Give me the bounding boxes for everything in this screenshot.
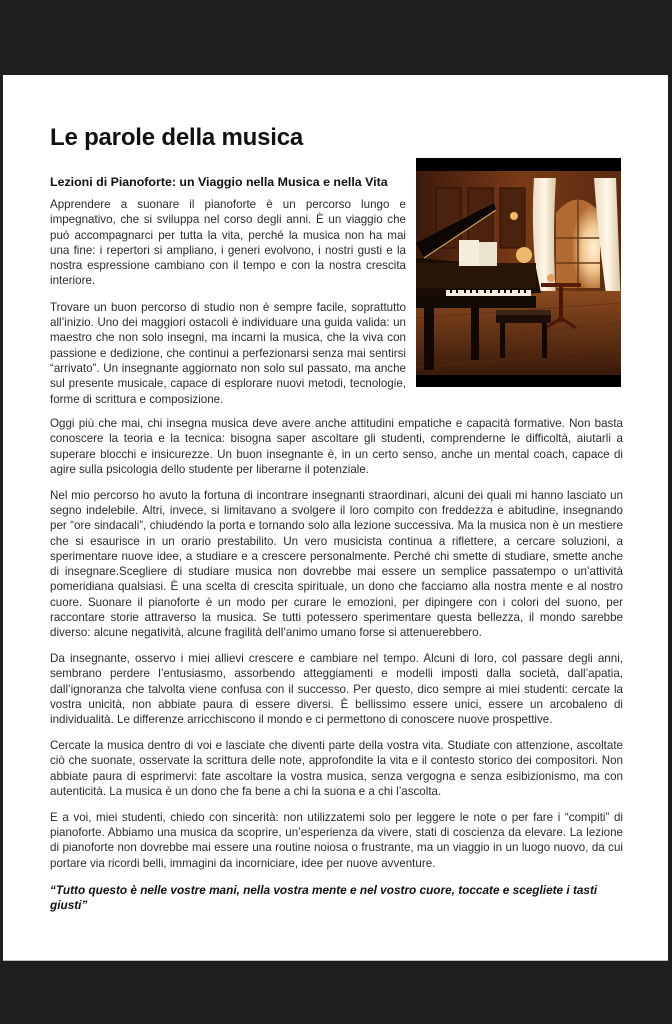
- page-title: Le parole della musica: [50, 124, 304, 151]
- full-width-column: [50, 416, 623, 914]
- grand-piano-illustration-icon: [416, 158, 621, 387]
- paragraph-2: Trovare un buon percorso di studio non è sempre facile, soprattutto all’inizio. Uno dei maggiori ostacoli è individuare una guida valida: un maestro che non solo insegni, ma incarni la musica, che la viva con passione e dedizione, che continui a perfezionarsi senza mai sentirsi “arrivato”. Un insegnante aggiornato non solo sul passato, ma anche sul presente musicale, capace di esplorare nuovi metodi, tecnologie, forme di scrittura e composizione.: [50, 300, 406, 406]
- article-subtitle: Lezioni di Pianoforte: un Viaggio nella Musica e nella Vita: [50, 175, 388, 189]
- paragraph-6: Cercate la musica dentro di voi e lasciate che diventi parte della vostra vita. Studiate con attenzione, ascoltate ciò che suonate, osservate la scrittura delle note, approfondite la vita e il contesto storico dei compositori. Non abbiate paura di esprimervi: fate ascoltare la vostra musica, senza vergogna e senza esibizionismo, ma con autenticità. La musica è un dono che fa bene a chi la suona e a chi l’ascolta.: [50, 739, 623, 799]
- paragraph-4: Nel mio percorso ho avuto la fortuna di incontrare insegnanti straordinari, alcuni dei quali mi hanno lasciato un segno indelebile. Altri, invece, si limitavano a svolgere il loro compito con freddezza e abitudine, insegnando per “ore sindacali”, chiudendo la porta e tornando solo alla lezione successiva. Ma la musica non è un mestiere che si esaurisce in un orario prestabilito. Un vero musicista continua a riflettere, a cercare soluzioni, a sperimentare nuove idee, a studiare e a crescere personalmente. Perché chi smette di studiare, smette anche di insegnare.Scegliere di studiare musica non dovrebbe mai essere un semplice passatempo o un’attività pomeridiana qualsiasi. È una scelta di crescita spirituale, un dono che facciamo alla nostra mente e al nostro cuore. Suonare il pianoforte è un modo per curare le emozioni, per dipingere con i colori del suono, per raccontare storie attraverso la musica. Se tutti potessero sperimentare questa bellezza, il mondo sarebbe diverso: alcune negatività, alcune fragilità dell’animo umano forse si attenuerebbero.: [50, 488, 623, 640]
- paragraph-1: Apprendere a suonare il pianoforte è un percorso lungo e impegnativo, che si sviluppa nel corso degli anni. È un viaggio che può accompagnarci per tutta la vita, perché la musica non ha mai una fine: i repertori si ampliano, i generi evolvono, i nostri gusti e la nostra espressione cambiano con il tempo e con la nostra crescita interiore.: [50, 198, 406, 288]
- closing-quote: “Tutto questo è nelle vostre mani, nella vostra mente e nel vostro cuore, toccate e scegliete i tasti giusti”: [50, 883, 598, 913]
- intro-column: [50, 197, 406, 418]
- document-page: [3, 75, 668, 961]
- paragraph-3: Oggi più che mai, chi insegna musica deve avere anche attitudini empatiche e capacità formative. Non basta conoscere la teoria e la tecnica: bisogna saper ascoltare gli studenti, comprenderne le difficoltà, aiutarli a superare blocchi e insicurezze. Un buon insegnante è, in un certo senso, anche un mental coach, capace di agire sulla psicologia dello studente per liberarne il potenziale.: [50, 417, 623, 476]
- piano-room-image: [416, 158, 621, 387]
- paragraph-7: E a voi, miei studenti, chiedo con sincerità: non utilizzatemi solo per leggere le note o per fare i “compiti” di pianoforte. Abbiamo una musica da scoprire, un’esperienza da vivere, stati di coscienza da elevare. La lezione di pianoforte non dovrebbe mai essere una routine noiosa o frustrante, ma un viaggio in un luogo nuovo, da cui portare via ricordi belli, immagini da incorniciare, idee per nuove avventure.: [50, 810, 623, 870]
- paragraph-5: Da insegnante, osservo i miei allievi crescere e cambiare nel tempo. Alcuni di loro, col passare degli anni, sembrano perdere l’entusiasmo, assorbendo atteggiamenti e modelli imposti dalla società, dall’apatia, dall’ignoranza che talvolta viene confusa con il successo. Per questo, dico sempre ai miei studenti: cercate la vostra unicità, non abbiate paura di essere diversi. È bellissimo essere unici, essere un arcobaleno di individualità. Le differenze arricchiscono il mondo e ci permettono di conoscere nuove prospettive.: [50, 652, 623, 727]
